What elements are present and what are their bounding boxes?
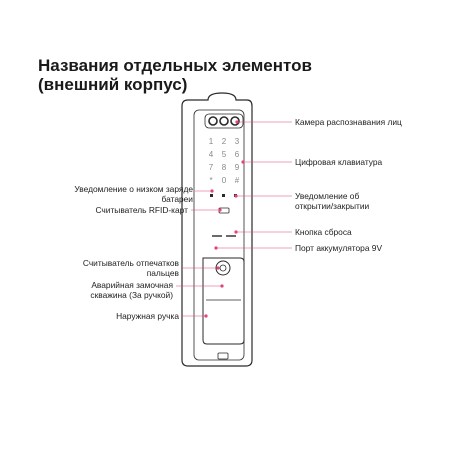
camera-lenses [209, 117, 239, 125]
title-line-2: (внешний корпус) [38, 75, 188, 94]
label-low-battery-line-1: Уведомление о низком заряде [74, 184, 193, 194]
label-lock-notice [295, 191, 369, 211]
keypad-key: 7 [208, 163, 214, 172]
status-icons [210, 194, 237, 197]
keypad-key: * [209, 176, 213, 185]
label-fingerprint-line-2: пальцев [146, 268, 179, 278]
label-low-battery [74, 184, 193, 204]
label-keypad: Цифровая клавиатура [295, 157, 383, 167]
keypad-key: 5 [221, 150, 227, 159]
keypad [209, 137, 240, 185]
label-low-battery-line-2: батареи [161, 194, 193, 204]
label-emergency-line-2: скважина (За ручкой) [90, 290, 173, 300]
label-fingerprint [83, 258, 179, 278]
title-line-1: Названия отдельных элементов [38, 56, 312, 75]
keypad-key: # [234, 176, 240, 185]
keypad-key: 4 [208, 150, 214, 159]
keypad-key: 9 [234, 163, 240, 172]
label-emergency-keyhole [90, 280, 173, 300]
keypad-key: 6 [234, 150, 240, 159]
label-battery-port: Порт аккумулятора 9V [295, 243, 383, 253]
label-fingerprint-line-1: Считыватель отпечатков [82, 258, 179, 268]
keypad-key: 1 [208, 137, 214, 146]
label-face-camera: Камера распознавания лиц [295, 117, 402, 127]
label-lock-notice-line-1: Уведомление об [295, 191, 360, 201]
keypad-key: 2 [221, 137, 227, 146]
label-rfid: Считыватель RFID-карт [95, 205, 188, 215]
label-outer-handle: Наружная ручка [116, 311, 179, 321]
keypad-key: 3 [234, 137, 240, 146]
keypad-key: 0 [221, 176, 227, 185]
label-reset: Кнопка сброса [295, 227, 352, 237]
keypad-key: 8 [221, 163, 227, 172]
lock-body [182, 93, 252, 366]
label-emergency-line-1: Аварийная замочная [91, 280, 173, 290]
label-lock-notice-line-2: открытии/закрытии [295, 201, 370, 211]
